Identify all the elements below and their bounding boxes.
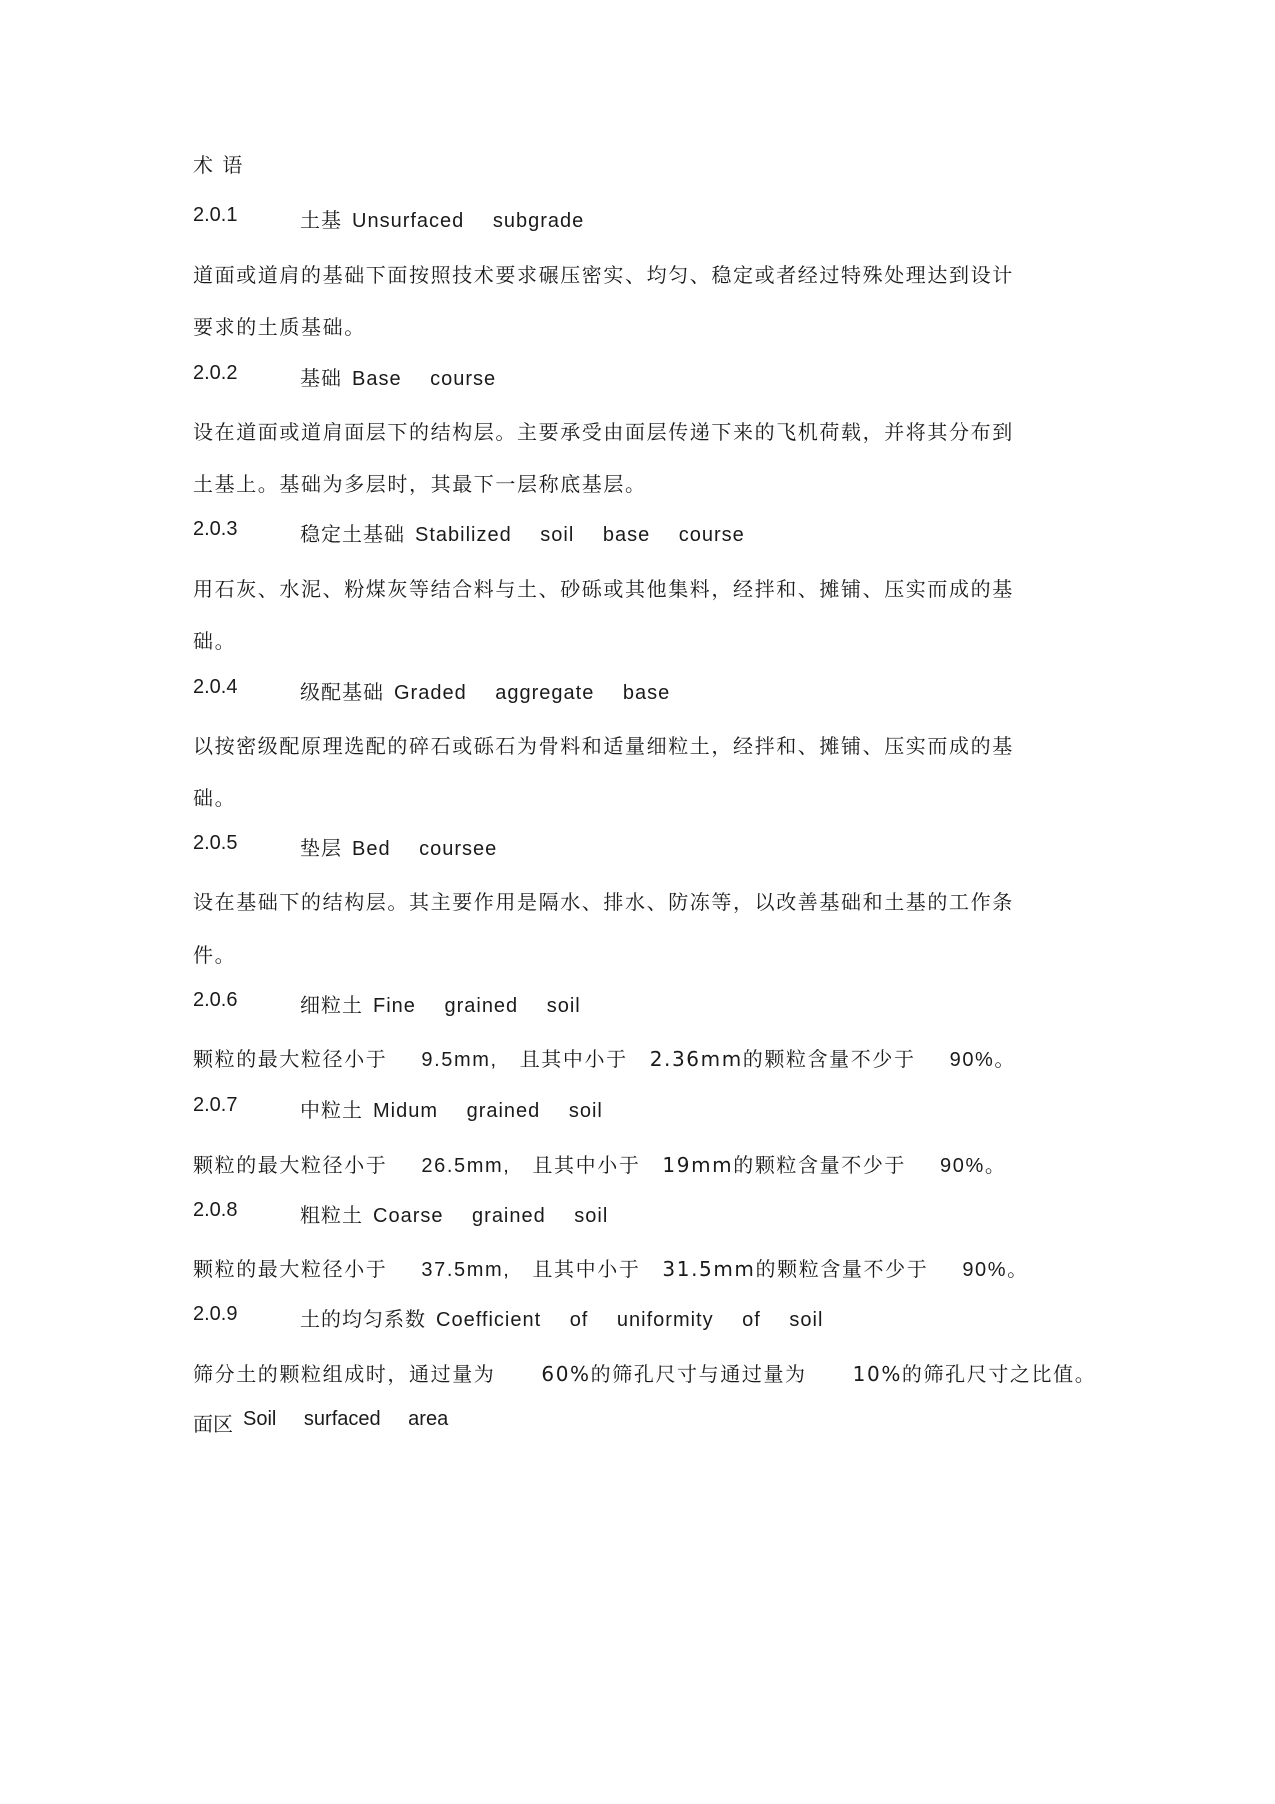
term-chinese-text: 细粒土 xyxy=(300,993,363,1017)
term-english: Fine grained soil xyxy=(373,995,581,1017)
term-english: Unsurfaced subgrade xyxy=(352,210,585,232)
term-english: Bed coursee xyxy=(352,838,498,860)
term-english: Coarse grained soil xyxy=(373,1205,609,1227)
term-2-0-2-desc-line-2: 土基上。基础为多层时，其最下一层称底基层。 xyxy=(193,472,647,496)
term-2-0-6 xyxy=(0,989,1275,1019)
term-2-0-3-desc-line-2: 础。 xyxy=(193,629,237,653)
ratio-part-c: 10%的筛孔尺寸之比值。 xyxy=(852,1362,1097,1386)
term-2-0-2 xyxy=(0,362,1275,392)
spec-part-b: 26.5mm, xyxy=(421,1155,511,1177)
term-2-0-4-desc-line-2: 础。 xyxy=(193,786,237,810)
spec-part-e: 90%。 xyxy=(940,1155,1007,1177)
term-chinese xyxy=(300,1094,603,1123)
term-2-0-7-desc xyxy=(193,1149,1006,1178)
term-chinese xyxy=(300,518,745,547)
term-2-0-5-desc-line-2: 件。 xyxy=(193,943,237,967)
term-chinese-text: 垫层 xyxy=(300,836,342,860)
term-chinese-text: 土的均匀系数 xyxy=(300,1307,426,1331)
term-2-0-5 xyxy=(0,832,1275,862)
term-chinese xyxy=(300,989,581,1018)
spec-part-c: 且其中小于 xyxy=(532,1153,641,1177)
term-chinese xyxy=(300,204,584,233)
term-english: Base course xyxy=(352,368,497,390)
term-english: Stabilized soil base course xyxy=(415,524,745,546)
term-chinese xyxy=(300,676,670,705)
term-chinese xyxy=(300,362,496,391)
spec-part-a: 颗粒的最大粒径小于 xyxy=(193,1153,388,1177)
spec-part-e: 90%。 xyxy=(962,1259,1029,1281)
term-chinese-text: 中粒土 xyxy=(300,1098,363,1122)
term-number: 2.0.9 xyxy=(193,1303,238,1325)
spec-part-b: 9.5mm, xyxy=(421,1049,498,1071)
term-chinese-text: 级配基础 xyxy=(300,680,384,704)
term-number: 2.0.2 xyxy=(193,362,238,384)
term-2-0-3-desc-line-1: 用石灰、水泥、粉煤灰等结合料与土、砂砾或其他集料，经拌和、摊铺、压实而成的基 xyxy=(193,577,1014,601)
term-number: 2.0.3 xyxy=(193,518,238,540)
last-term-chinese: 面区 xyxy=(193,1412,233,1436)
term-number: 2.0.6 xyxy=(193,989,238,1011)
term-number: 2.0.4 xyxy=(193,676,238,698)
term-english: Graded aggregate base xyxy=(394,682,671,704)
term-number: 2.0.7 xyxy=(193,1094,238,1116)
last-term-english: Soil surfaced area xyxy=(243,1408,449,1430)
term-2-0-3 xyxy=(0,518,1275,548)
term-2-0-1-desc-line-2: 要求的土质基础。 xyxy=(193,315,366,339)
spec-part-d: 19mm的颗粒含量不少于 xyxy=(662,1153,907,1177)
term-2-0-8 xyxy=(0,1199,1275,1229)
term-2-0-4-desc-line-1: 以按密级配原理选配的碎石或砾石为骨料和适量细粒土，经拌和、摊铺、压实而成的基 xyxy=(193,734,1014,758)
term-2-0-4 xyxy=(0,676,1275,706)
spec-part-c: 且其中小于 xyxy=(532,1257,641,1281)
term-number: 2.0.5 xyxy=(193,832,238,854)
term-soil-surfaced-area xyxy=(0,1408,1275,1438)
term-english: Coefficient of uniformity of soil xyxy=(436,1309,824,1331)
spec-part-c: 且其中小于 xyxy=(519,1047,628,1071)
term-2-0-6-desc xyxy=(193,1043,1016,1072)
spec-part-a: 颗粒的最大粒径小于 xyxy=(193,1257,388,1281)
spec-part-e: 90%。 xyxy=(949,1049,1017,1071)
spec-part-d: 2.36mm的颗粒含量不少于 xyxy=(649,1047,916,1071)
term-chinese xyxy=(300,1199,608,1228)
term-2-0-8-desc xyxy=(193,1253,1029,1282)
term-chinese-text: 基础 xyxy=(300,366,342,390)
term-chinese xyxy=(300,1303,823,1332)
section-heading: 术 语 xyxy=(193,153,244,177)
term-2-0-2-desc-line-1: 设在道面或道肩面层下的结构层。主要承受由面层传递下来的飞机荷载，并将其分布到 xyxy=(193,420,1014,444)
term-2-0-9 xyxy=(0,1303,1275,1333)
term-number: 2.0.8 xyxy=(193,1199,238,1221)
ratio-part-a: 筛分土的颗粒组成时，通过量为 xyxy=(193,1362,496,1386)
term-chinese-text: 土基 xyxy=(300,208,342,232)
ratio-part-b: 60%的筛孔尺寸与通过量为 xyxy=(541,1362,807,1386)
term-english: Midum grained soil xyxy=(373,1100,603,1122)
term-2-0-1-desc-line-1: 道面或道肩的基础下面按照技术要求碾压密实、均匀、稳定或者经过特殊处理达到设计 xyxy=(193,263,1014,287)
term-number: 2.0.1 xyxy=(193,204,238,226)
term-chinese-text: 粗粒土 xyxy=(300,1203,363,1227)
term-2-0-5-desc-line-1: 设在基础下的结构层。其主要作用是隔水、排水、防冻等，以改善基础和土基的工作条 xyxy=(193,890,1014,914)
term-chinese-text: 稳定土基础 xyxy=(300,522,405,546)
term-2-0-9-desc xyxy=(193,1358,1096,1387)
term-chinese xyxy=(300,832,497,861)
spec-part-b: 37.5mm, xyxy=(421,1259,511,1281)
term-2-0-1 xyxy=(0,204,1275,234)
term-2-0-7 xyxy=(0,1094,1275,1124)
spec-part-d: 31.5mm的颗粒含量不少于 xyxy=(662,1257,929,1281)
spec-part-a: 颗粒的最大粒径小于 xyxy=(193,1047,388,1071)
